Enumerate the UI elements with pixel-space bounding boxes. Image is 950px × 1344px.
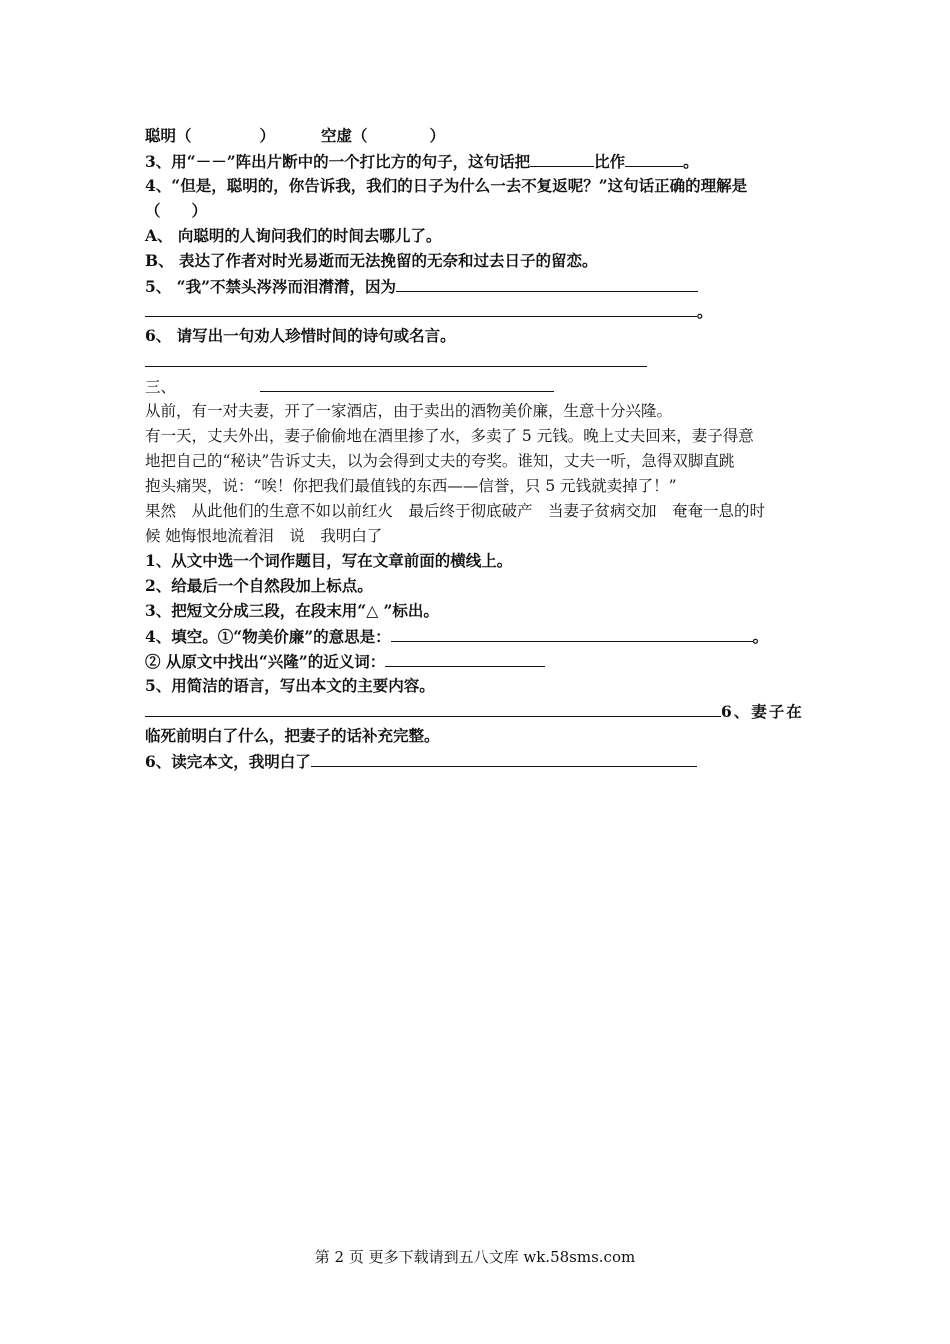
task-3: 3、把短文分成三段，在段末用“△ ”标出。 — [145, 601, 439, 620]
answer-blank[interactable] — [385, 651, 545, 667]
passage-line-1: 从前，有一对夫妻，开了一家酒店，由于卖出的酒物美价廉，生意十分兴隆。 — [145, 402, 673, 420]
answer-blank[interactable] — [145, 301, 697, 317]
question-5-cont: 。 — [145, 301, 810, 322]
question-6-answer — [145, 351, 810, 372]
passage-line-5: 果然 从此他们的生意不如以前红火 最后终于彻底破产 当妻子贫病交加 奄奄一息的时 — [145, 502, 766, 520]
task-5-answer: 6、妻子在 — [145, 701, 810, 722]
line-vocab-pairs — [145, 126, 810, 146]
question-4-paren: （ ） — [145, 201, 208, 220]
task-4-part-2: ② 从原文中找出“兴隆”的近义词： — [145, 651, 810, 672]
page-footer: 第 2 页 更多下载请到五八文库 wk.58sms.com — [314, 1248, 636, 1266]
passage-line-6: 候 她悔恨地流着泪 说 我明白了 — [145, 527, 383, 545]
task-6b: 6、读完本文，我明白了 — [145, 751, 810, 772]
passage-line-2: 有一天，丈夫外出，妻子偷偷地在酒里掺了水，多卖了 5 元钱。晚上丈夫回来，妻子得意 — [145, 427, 754, 445]
question-4: 4、“但是，聪明的，你告诉我，我们的日子为什么一去不复返呢？”这句话正确的理解是 — [145, 176, 748, 195]
title-blank[interactable] — [260, 376, 554, 392]
task-1: 1、从文中选一个词作题目，写在文章前面的横线上。 — [145, 551, 513, 570]
answer-blank[interactable] — [145, 701, 721, 717]
section-3-heading: 三、 — [145, 376, 810, 397]
option-a: A、 向聪明的人询问我们的时间去哪儿了。 — [145, 226, 442, 245]
task-5: 5、用简洁的语言，写出本文的主要内容。 — [145, 676, 435, 695]
vocab-word-2: 空虚（ — [321, 126, 368, 145]
passage-line-4: 抱头痛哭，说：“唉！你把我们最值钱的东西——信誉，只 5 元钱就卖掉了！” — [145, 477, 677, 495]
answer-blank[interactable] — [391, 626, 753, 642]
vocab-word-1: 聪明（ — [145, 126, 192, 145]
question-6: 6、 请写出一句劝人珍惜时间的诗句或名言。 — [145, 326, 456, 345]
option-b: B、 表达了作者对时光易逝而无法挽留的无奈和过去日子的留恋。 — [145, 251, 598, 270]
task-6-cont: 临死前明白了什么，把妻子的话补充完整。 — [145, 726, 440, 745]
answer-blank[interactable] — [396, 276, 698, 292]
answer-blank[interactable] — [625, 151, 683, 167]
question-3: 3、用“－－”阵出片断中的一个打比方的句子，这句话把 比作 。 — [145, 152, 699, 171]
answer-blank[interactable] — [145, 351, 647, 367]
answer-blank[interactable] — [311, 751, 697, 767]
question-5: 5、 “我”不禁头涔涔而泪潸潸，因为 — [145, 276, 810, 297]
task-4: 4、填空。①“物美价廉”的意思是： 。 — [145, 627, 769, 646]
answer-blank[interactable] — [530, 151, 594, 167]
passage-line-3: 地把自己的“秘诀”告诉丈夫，以为会得到丈夫的夸奖。谁知，丈夫一听，急得双脚直跳 — [145, 452, 735, 470]
task-2: 2、给最后一个自然段加上标点。 — [145, 576, 373, 595]
vocab-paren-close-1: ） — [259, 126, 276, 145]
vocab-paren-close-2: ） — [429, 126, 446, 145]
